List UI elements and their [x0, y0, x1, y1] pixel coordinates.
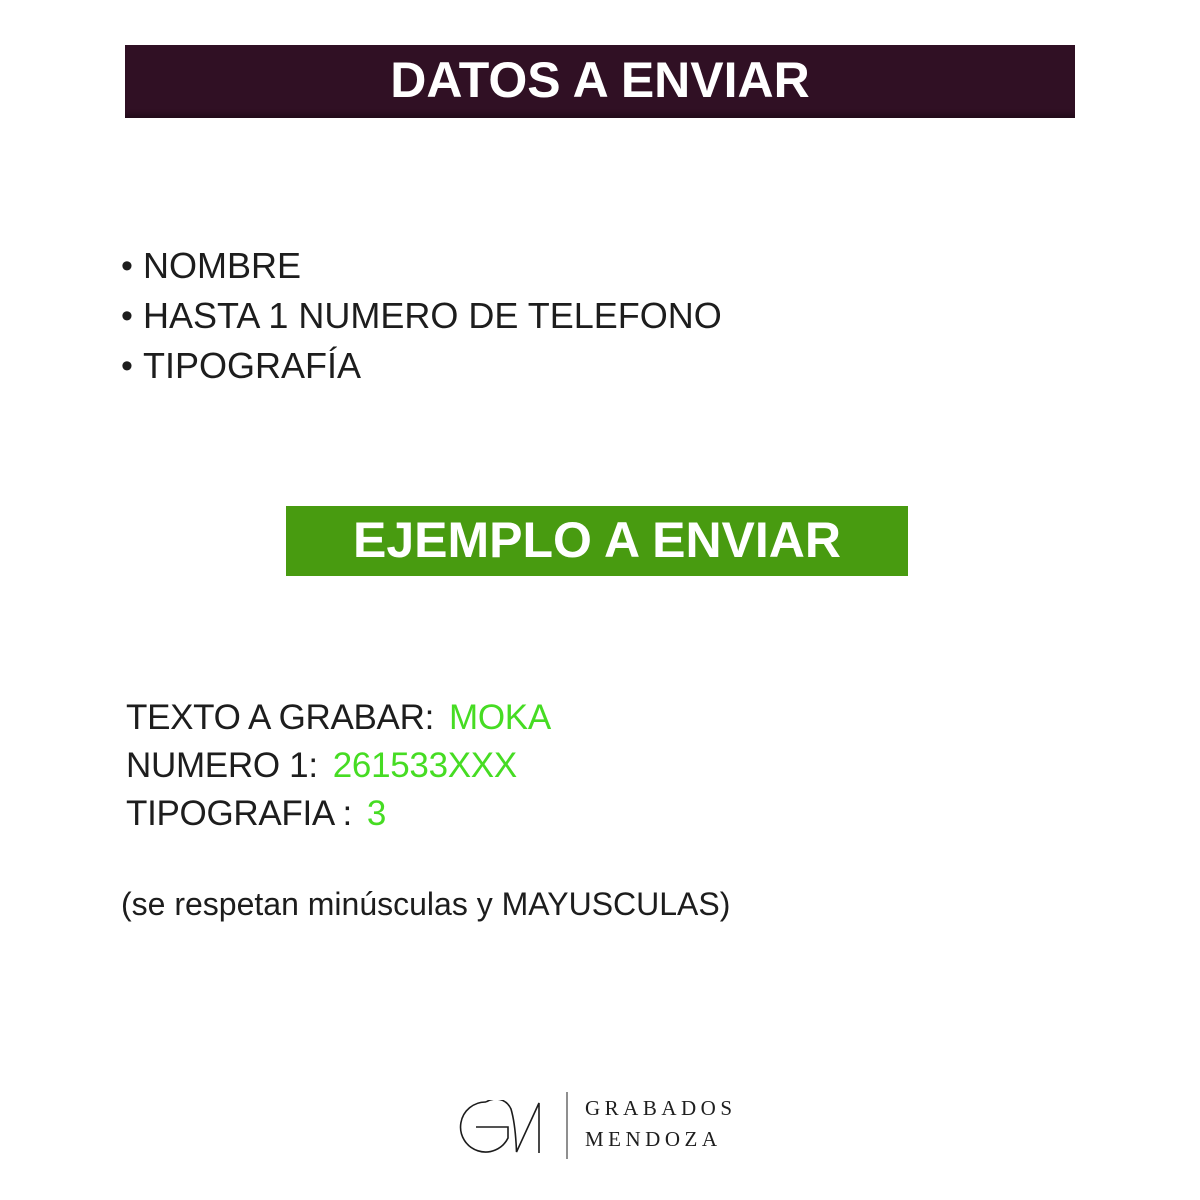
gm-monogram-icon [459, 1100, 543, 1156]
ejemplo-a-enviar-header [286, 506, 908, 576]
ejemplo-a-enviar-title: EJEMPLO A ENVIAR [352, 511, 842, 568]
example-value: MOKA [449, 698, 551, 737]
logo-wordmark [585, 1093, 737, 1155]
logo-name-line2: MENDOZA [585, 1127, 722, 1151]
example-label: TIPOGRAFIA : [126, 794, 352, 833]
bullet-icon: • [121, 246, 133, 285]
bullet-icon: • [121, 296, 133, 335]
example-label: TEXTO A GRABAR: [126, 698, 435, 737]
list-item [121, 341, 722, 391]
example-value: 3 [366, 794, 387, 833]
example-value: 261533XXX [332, 746, 517, 785]
logo-divider [566, 1092, 568, 1159]
example-label: NUMERO 1: [126, 746, 318, 785]
grabados-mendoza-logo [455, 1092, 755, 1162]
requirements-list [121, 241, 722, 391]
requirement-label: TIPOGRAFÍA [143, 345, 362, 386]
datos-a-enviar-header [125, 45, 1075, 118]
datos-a-enviar-title: DATOS A ENVIAR [390, 51, 810, 108]
list-item [121, 241, 722, 291]
list-item [121, 291, 722, 341]
example-line-numero [126, 742, 551, 790]
example-block [126, 694, 551, 838]
example-line-texto [126, 694, 551, 742]
case-note: (se respetan minúsculas y MAYUSCULAS) [121, 886, 731, 922]
logo-name-line1: GRABADOS [585, 1096, 737, 1120]
requirement-label: NOMBRE [143, 245, 302, 286]
requirement-label: HASTA 1 NUMERO DE TELEFONO [143, 295, 722, 336]
example-line-tipografia [126, 790, 551, 838]
bullet-icon: • [121, 346, 133, 385]
